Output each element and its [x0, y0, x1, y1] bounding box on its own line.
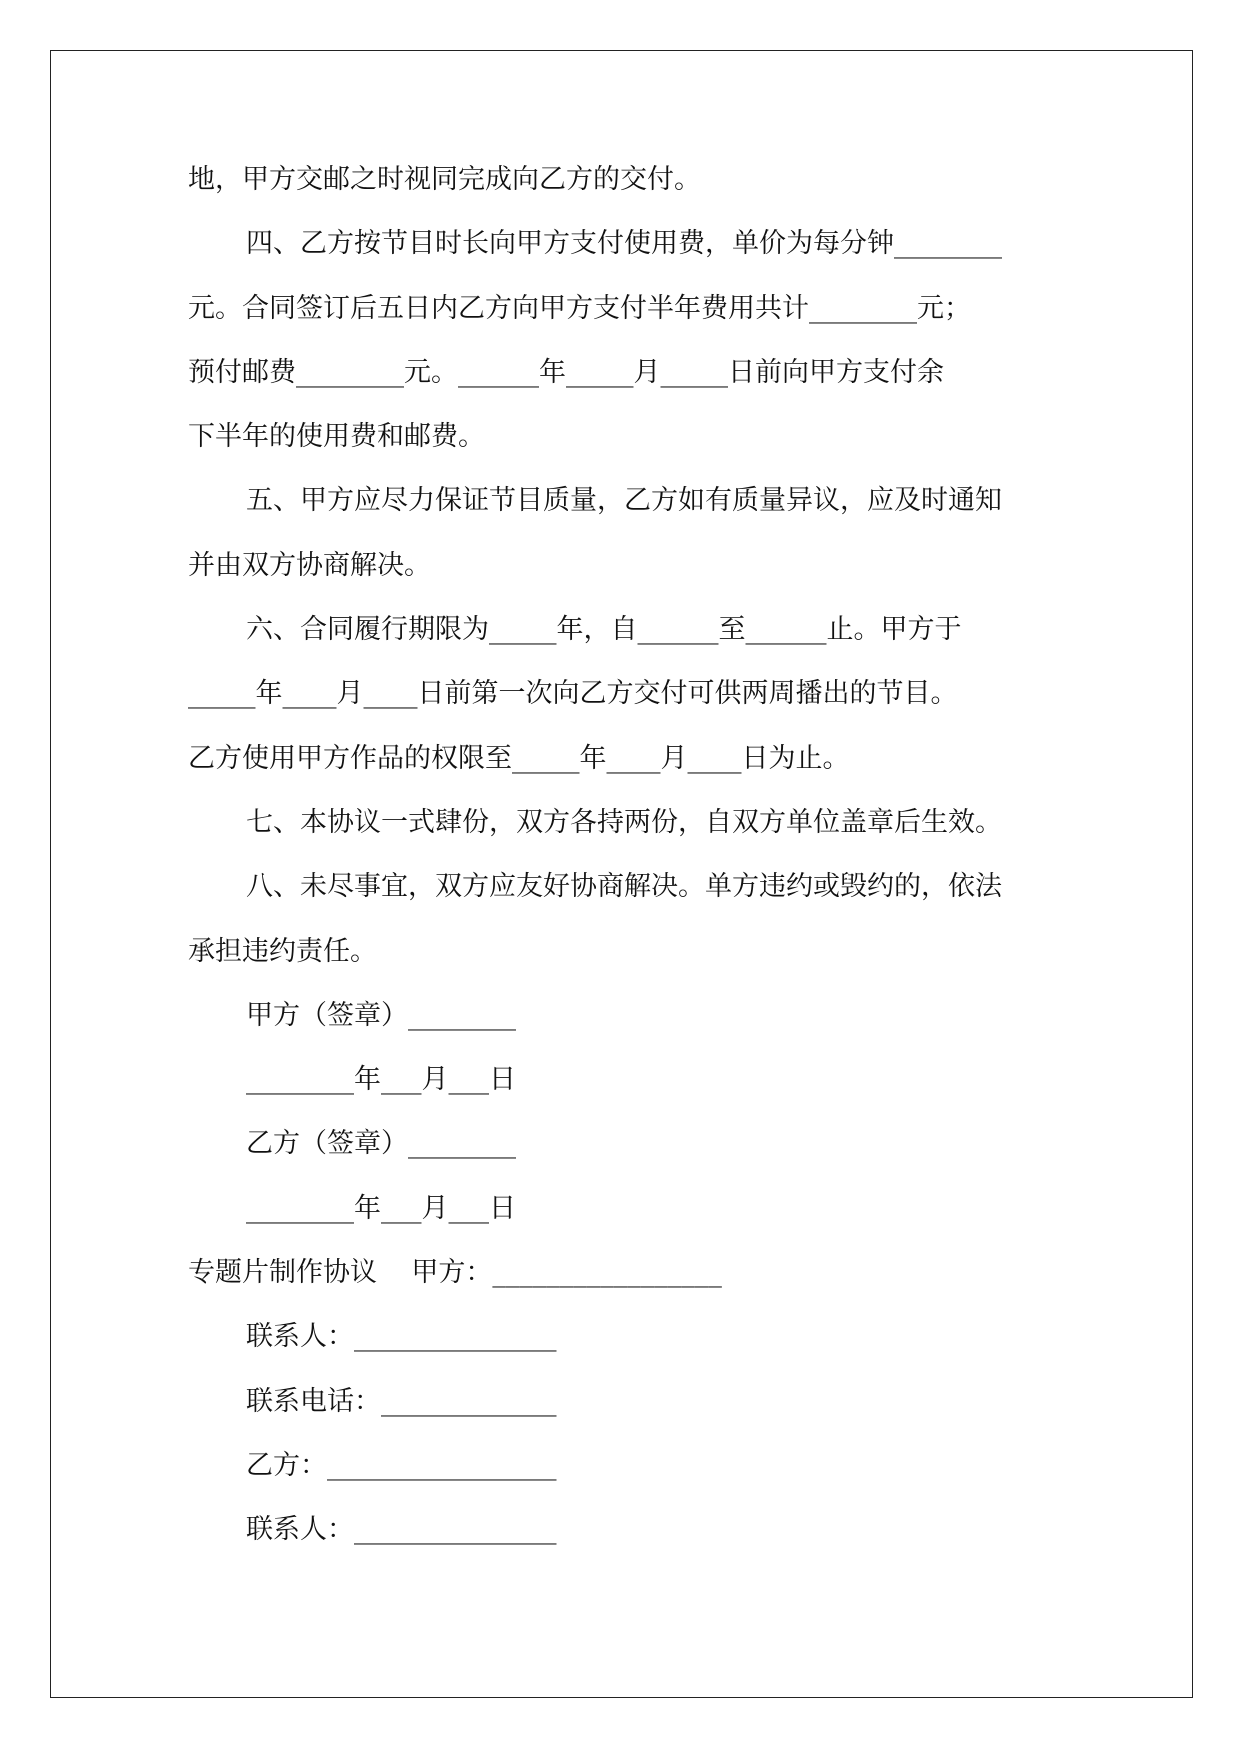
party-b-signature: 乙方（签章）________	[246, 1128, 516, 1160]
text-line: 承担违约责任。	[188, 935, 377, 967]
clause-8: 八、未尽事宜，双方应友好协商解决。单方违约或毁约的，依法	[246, 871, 1002, 903]
party-a-date: ________年___月___日	[246, 1064, 516, 1096]
agreement-title-party-a: 专题片制作协议 甲方：_________________	[188, 1257, 722, 1289]
clause-7: 七、本协议一式肆份，双方各持两份，自双方单位盖章后生效。	[246, 806, 1002, 838]
text-line: 元。合同签订后五日内乙方向甲方支付半年费用共计________元；	[188, 292, 971, 324]
text-line: _____年____月____日前第一次向乙方交付可供两周播出的节目。	[188, 678, 958, 710]
text-line: 乙方使用甲方作品的权限至_____年____月____日为止。	[188, 742, 850, 774]
clause-4: 四、乙方按节目时长向甲方支付使用费，单价为每分钟________	[246, 228, 1002, 260]
party-b-field: 乙方：_________________	[246, 1449, 557, 1481]
clause-5: 五、甲方应尽力保证节目质量，乙方如有质量异议，应及时通知	[246, 485, 1002, 517]
text-line: 地，甲方交邮之时视同完成向乙方的交付。	[188, 164, 701, 195]
text-line: 下半年的使用费和邮费。	[188, 421, 485, 453]
clause-6: 六、合同履行期限为_____年，自______至______止。甲方于	[246, 614, 962, 646]
contact-person-b: 联系人：_______________	[246, 1514, 557, 1546]
party-b-date: ________年___月___日	[246, 1192, 516, 1224]
text-line: 预付邮费________元。______年_____月_____日前向甲方支付余	[188, 356, 944, 388]
document-body	[188, 160, 1068, 1575]
contact-phone-a: 联系电话：_____________	[246, 1385, 557, 1417]
text-line: 并由双方协商解决。	[188, 549, 431, 581]
party-a-signature: 甲方（签章）________	[246, 999, 516, 1031]
contact-person-a: 联系人：_______________	[246, 1321, 557, 1353]
